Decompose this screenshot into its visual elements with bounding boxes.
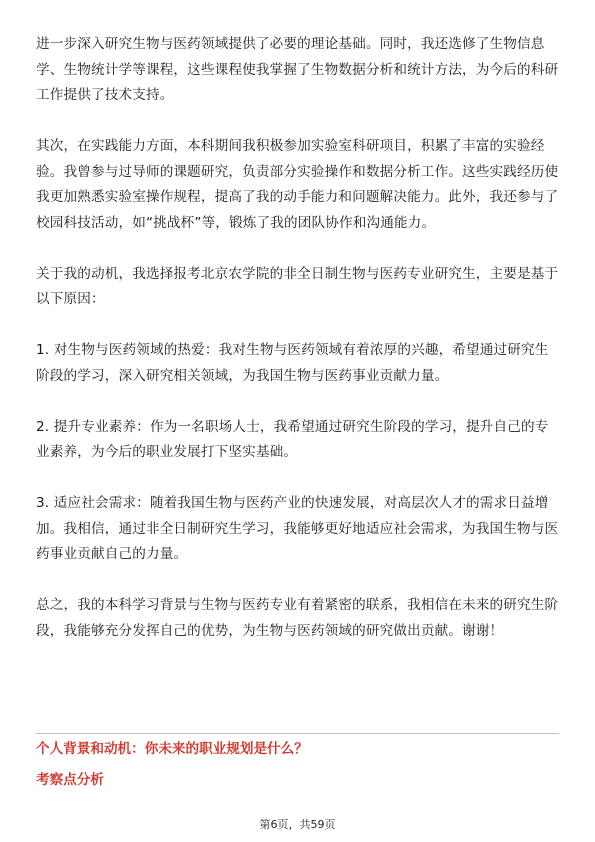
- paragraph-motivation-intro: 关于我的动机，我选择报考北京农学院的非全日制生物与医药专业研究生，主要是基于以下原因：: [36, 265, 559, 307]
- section-divider: [36, 733, 559, 734]
- paragraph-reason-2: 2. 提升专业素养：作为一名职场人士，我希望通过研究生阶段的学习，提升自己的专业素养，为今后的职业发展打下坚实基础。: [36, 418, 549, 460]
- paragraph-theory-foundation: 进一步深入研究生物与医药领域提供了必要的理论基础。同时，我还选修了生物信息学、生物统计学等课程，这些课程使我掌握了生物数据分析和统计方法，为今后的科研工作提供了技术支持。: [36, 36, 559, 103]
- paragraph-conclusion: 总之，我的本科学习背景与生物与医药专业有着紧密的联系，我相信在未来的研究生阶段，我能够充分发挥自己的优势，为生物与医药领域的研究做出贡献。谢谢！: [36, 597, 559, 639]
- page-footer: 第6页，共59页: [259, 818, 336, 831]
- paragraph-reason-3: 3. 适应社会需求：随着我国生物与医药产业的快速发展，对高层次人才的需求日益增加。我相信，通过非全日制研究生学习，我能够更好地适应社会需求，为我国生物与医药事业贡献自己的力量。: [36, 495, 559, 562]
- paragraph-reason-1: 1. 对生物与医药领域的热爱：我对生物与医药领域有着浓厚的兴趣，希望通过研究生阶段的学习，深入研究相关领域，为我国生物与医药事业贡献力量。: [36, 342, 549, 384]
- analysis-heading: 考察点分析: [36, 772, 104, 788]
- document-body: [36, 32, 560, 644]
- paragraph-practice-ability: 其次，在实践能力方面，本科期间我积极参加实验室科研项目，积累了丰富的实验经验。我曾参与过导师的课题研究，负责部分实验操作和数据分析工作。这些实践经历使我更加熟悉实验室操作规程，提高了我的动手能力和问题解决能力。此外，我还参与了校园科技活动，如“挑战杯”等，锻炼了我的团队协作和沟通能力。: [36, 138, 559, 231]
- question-heading: 个人背景和动机：你未来的职业规划是什么？: [36, 741, 308, 757]
